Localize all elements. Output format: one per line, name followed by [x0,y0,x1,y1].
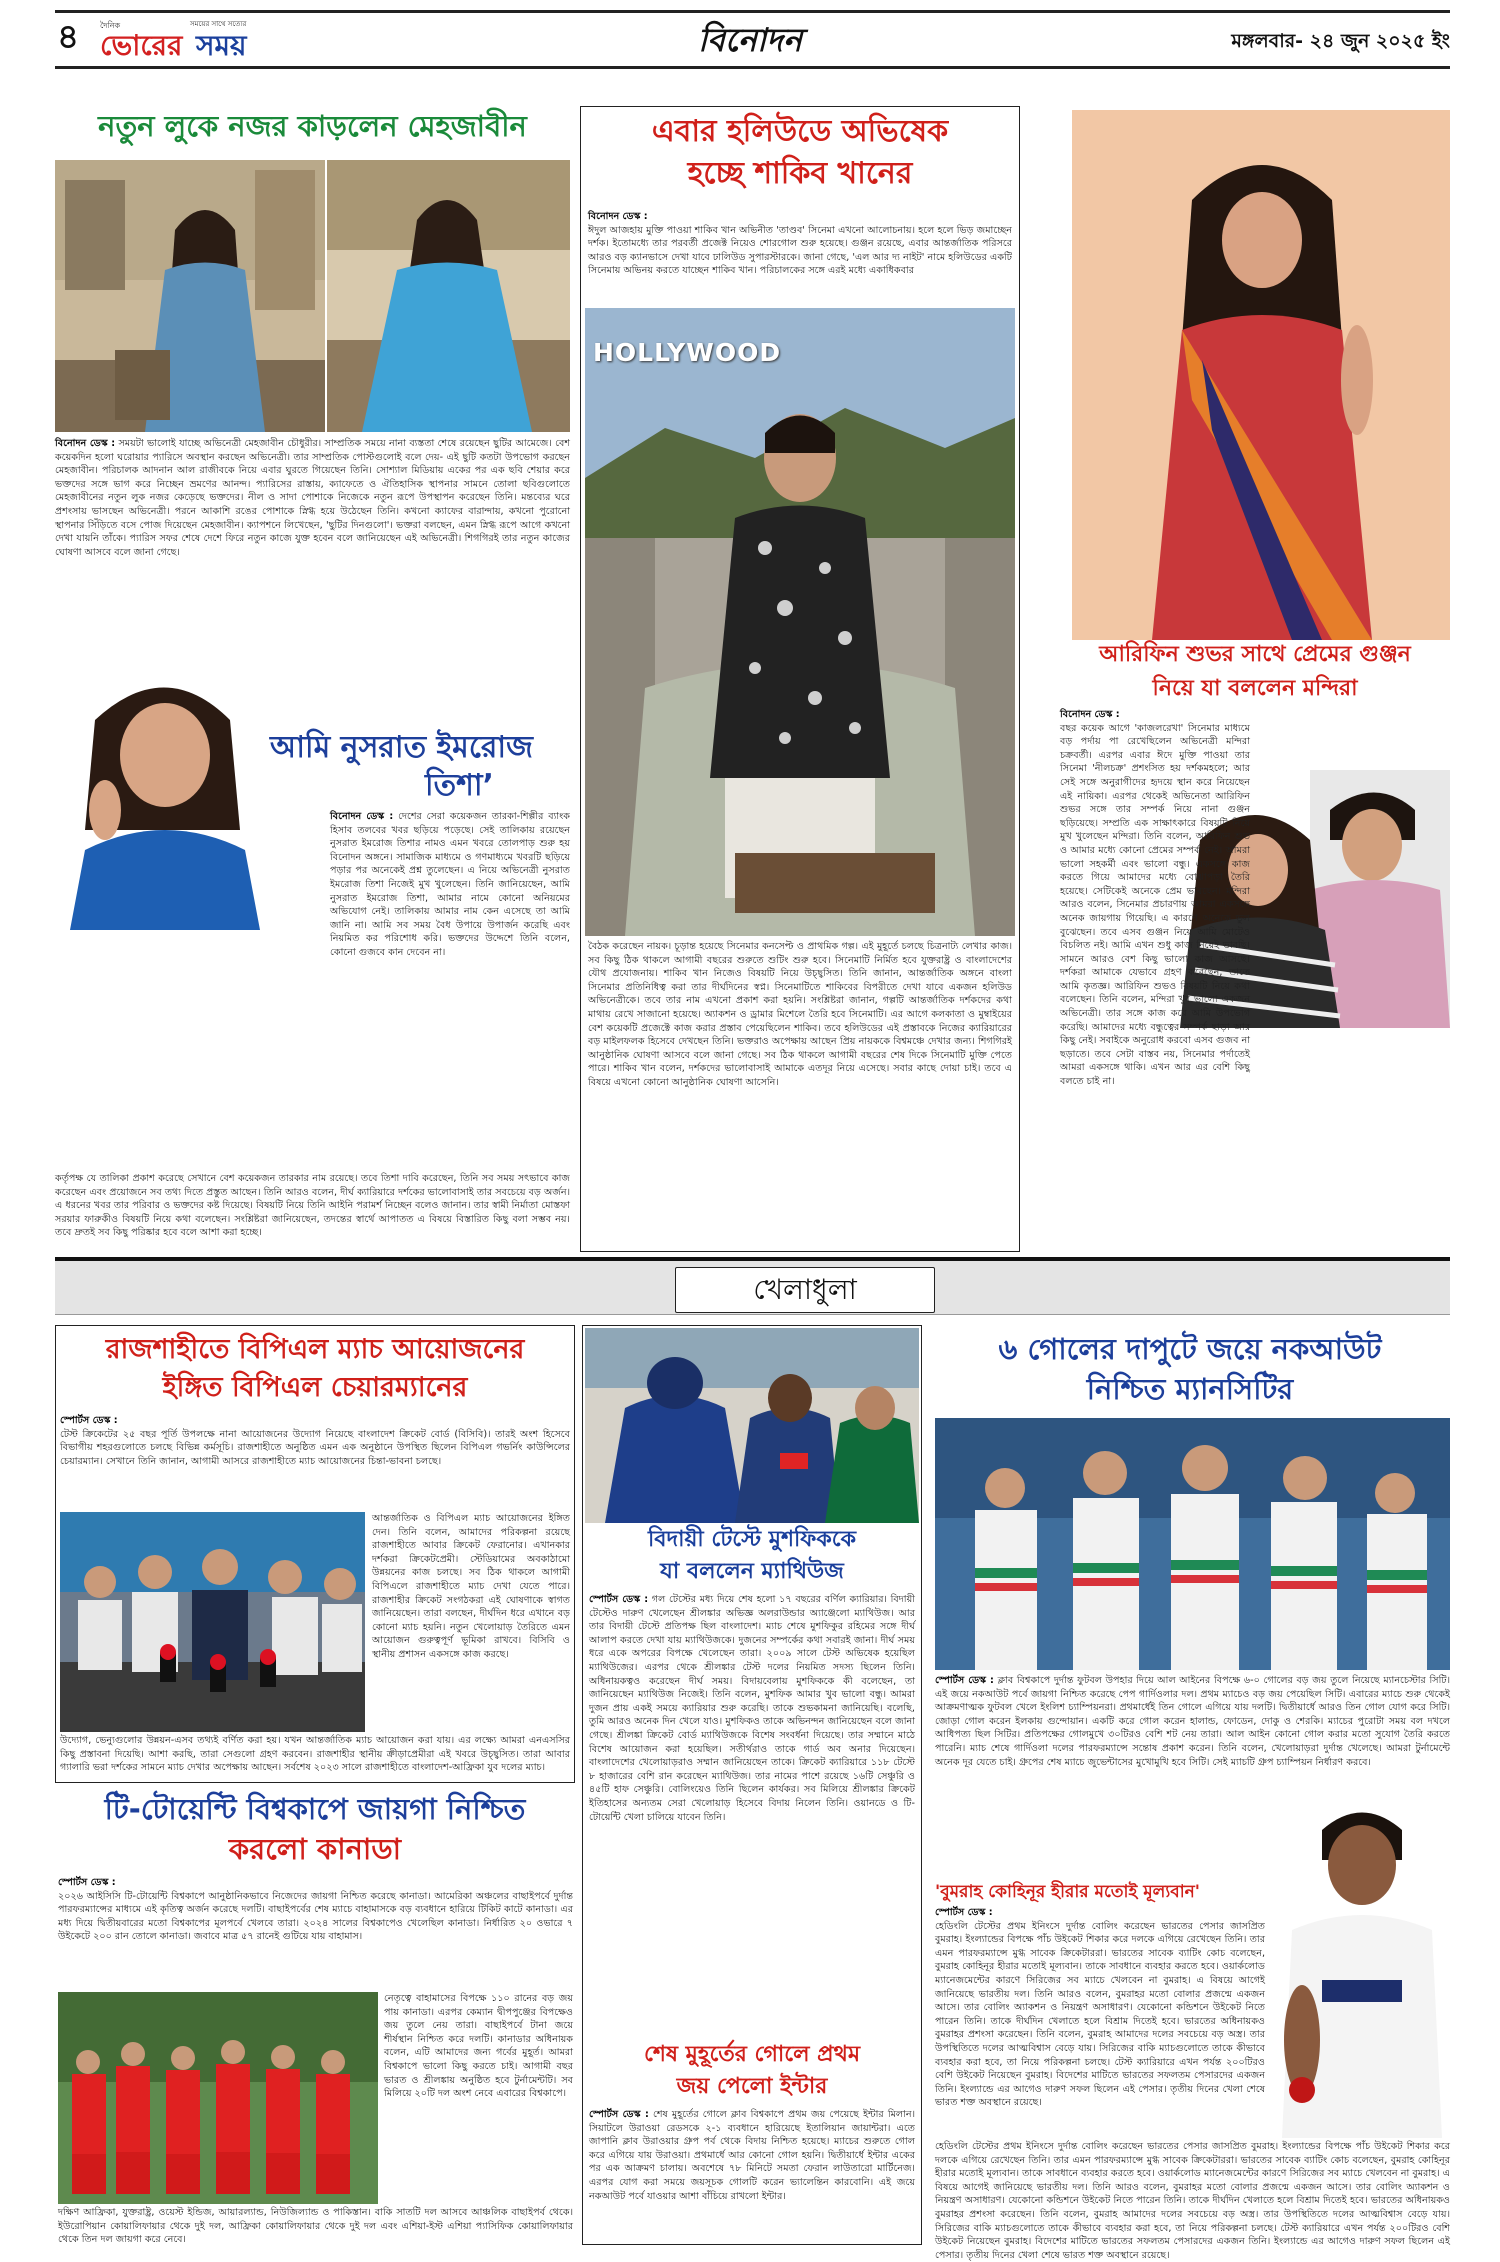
mushfiq-headline-line-1: বিদায়ী টেস্টে মুশফিককে [648,1527,856,1552]
inter-article-body [589,2108,915,2242]
mancity-headline-line-2: নিশ্চিত ম্যানসিটির [1086,1372,1294,1406]
bumrah-article-body-continued: হেডিংলি টেস্টের প্রথম ইনিংসে দুর্দান্ত বোলিং করেছেন ভারতের পেসার জাসপ্রিত বুমরাহ। ইংল্যান্ডের বিপক্ষে পাঁচ উইকেট শিকার করে দলকে এগিয়ে রেখেছেন তিনি। তার এমন পারফরম্যান্সে মুগ্ধ সাবেক ক্রিকেটাররা। ভারতের সাবেক ব্যাটিং কোচ বলেছেন, বুমরাহ কোহিনূর হীরার মতোই মূল্যবান। তাকে সাবধানে ব্যবহার করতে হবে। ওয়ার্কলোড ম্যানেজমেন্টের কারণে সিরিজের সব ম্যাচে খেলবেন না বুমরাহ। এ বিষয়ে আগেই জানিয়েছে ভারতীয় দল। তিনি আরও বলেন, বুমরাহর মতো বোলার প্রজন্মে একজন আসে। তার বোলিং অ্যাকশন ও নিয়ন্ত্রণ অসাধারণ। যেকোনো কন্ডিশনে উইকেট নিতে পারেন তিনি। তাকে দীর্ঘদিন খেলাতে হলে বিশ্রাম দিতেই হবে। ভারতের অধিনায়কও বুমরাহর প্রশংসা করেছেন। তিনি বলেন, বুমরাহ আমাদের দলের সবচেয়ে বড় অস্ত্র। তার উপস্থিতিতে দলের আত্মবিশ্বাস বেড়ে যায়। সিরিজের বাকি ম্যাচগুলোতে তাকে কীভাবে ব্যবহার করা হবে, তা নিয়ে পরিকল্পনা চলছে। টেস্ট ক্যারিয়ারে এখন পর্যন্ত ২০০টিরও বেশি উইকেট নিয়েছেন বুমরাহ। বিদেশের মাটিতে ভারতের সফলতম পেসারদের একজন তিনি। ইংল্যান্ডে এর আগেও দারুণ সফল ছিলেন এই পেসার। তৃতীয় দিনের খেলা শেষে ভারত শক্ত অবস্থানে রয়েছে। [935,2141,1450,2261]
logo-tagline: সময়ের সাথে সত্যের [190,20,247,28]
mandira-photo [1072,110,1450,640]
bpl-article-body-top [60,1414,570,1512]
page-number: ৪ [57,17,80,57]
section-title: বিনোদন [697,21,803,59]
shakib-body-top-text: ঈদুল আজহায় মুক্তি পাওয়া শাকিব খান অভিনীত 'তাণ্ডব' সিনেমা এখনো আলোচনায়। হলে হলে ভিড় জমাচ্ছেন দর্শক। ইতোমধ্যে তার পরবর্তী প্রজেক্ট নিয়েও শোরগোল শুরু হয়েছে। গুঞ্জন রয়েছে, এবার আন্তর্জাতিক পরিসরে আরও বড় ক্যানভাসে দেখা যাবে ঢালিউড সুপারস্টারকে। জানা গেছে, 'এল আর দ্য নাইট' নামে হলিউডের একটি সিনেমায় অভিনয় করতে যাচ্ছেন শাকিব খান। পরিচালকের সঙ্গে এরই মধ্যে একাধিকবার [588,224,1012,277]
bpl-article-body-side: আন্তর্জাতিক ও বিপিএল ম্যাচ আয়োজনের ইঙ্গিত দেন। তিনি বলেন, আমাদের পরিকল্পনা রয়েছে রাজশাহীতে আবার ক্রিকেট ফেরানোর। এখানকার দর্শকরা ক্রিকেটপ্রেমী। স্টেডিয়ামের অবকাঠামো উন্নয়নের কাজ চলছে। সব ঠিক থাকলে আগামী বিপিএলে রাজশাহীতে ম্যাচ দেখা যেতে পারে। রাজশাহীর ক্রিকেট সংগঠকরা এই ঘোষণাকে স্বাগত জানিয়েছেন। তারা বলছেন, দীর্ঘদিন ধরে এখানে বড় কোনো ম্যাচ হয়নি। নতুন খেলোয়াড় তৈরিতে এমন আয়োজন গুরুত্বপূর্ণ ভূমিকা রাখবে। বিসিবি ও স্থানীয় প্রশাসন একসঙ্গে কাজ করছে। [372,1513,570,1660]
mehjabin-headline: নতুন লুকে নজর কাড়লেন মেহজাবীন [98,109,527,143]
canada-team-photo [58,1992,378,2204]
bpl-dateline: স্পোর্টস ডেস্ক : [60,1415,118,1426]
tisha-headline-line-1: আমি নুসরাত ইমরোজ [270,730,533,765]
mehjabin-body-text: সময়টা ভালোই যাচ্ছে অভিনেত্রী মেহজাবীন চৌধুরীর। সাম্প্রতিক সময়ে নানা ব্যস্ততা শেষে রয়েছেন ছুটির আমেজে। বেশ কয়েকদিন হলো ঘরোয়ার প্যারিসে অবস্থান করছেন অভিনেত্রী। তার সাম্প্রতিক পোস্টগুলোই বলে দেয়- এই ছুটি কতটা উপভোগ করছেন মেহজাবীন। পরিচালক আদনান আল রাজীবকে নিয়ে এবার ঘুরতে গিয়েছেন তিনি। সোশ্যাল মিডিয়ায় একের পর এক ছবি শেয়ার করে ভক্তদের সঙ্গে ভাগ করে নিচ্ছেন ভ্রমণের আনন্দ। প্যারিসের রাস্তায়, ক্যাফেতে ও ঐতিহাসিক স্থাপনার সামনে তোলা ছবিগুলোতে মেহজাবীনের নতুন লুক নজর কেড়েছে ভক্তদের। নীল ও সাদা পোশাকে নিজেকে নতুন রূপে উপস্থাপন করেছেন তিনি। মন্তব্যের ঘরে প্রশংসায় ভাসছেন অভিনেত্রী। পরনে আকাশি রঙের পোশাকে স্নিগ্ধ হয়ে উঠেছেন তিনি। কখনো ক্যাফের বারান্দায়, কখনো পুরোনো স্থাপনার সিঁড়িতে বসে পোজ দিয়েছেন মেহজাবীন। ক্যাপশনে লিখেছেন, 'ছুটির দিনগুলো'। ভক্তরা বলছেন, এমন স্নিগ্ধ রূপে আগে কখনো দেখা যায়নি তাঁকে। প্যারিস সফর শেষে দেশে ফিরে নতুন কাজে যুক্ত হবেন বলে জানিয়েছেন এই অভিনেত্রী। শিগগিরই তার নতুন কাজের ঘোষণা আসবে বলে জানা গেছে। [55,438,570,558]
top-rule [55,10,1450,13]
logo-word-1: ভোরের [100,29,183,62]
shakib-dateline: বিনোদন ডেস্ক : [588,211,648,222]
bpl-body-top-text: টেস্ট ক্রিকেটের ২৫ বছর পূর্তি উপলক্ষে নানা আয়োজনের উদ্যোগ নিয়েছে বাংলাদেশ ক্রিকেট বোর্ড (বিসিবি)। তারই অংশ হিসেবে বিভাগীয় শহরগুলোতে চলছে বিভিন্ন কর্মসূচি। রাজশাহীতে অনুষ্ঠিত এমন এক অনুষ্ঠানে উপস্থিত ছিলেন বিপিএল গভর্নিং কাউন্সিলের চেয়ারম্যান। সেখানে তিনি জানান, আগামী আসরে রাজশাহীতে ম্যাচ আয়োজনের চিন্তা-ভাবনা চলছে। [60,1428,570,1467]
masthead-rule [55,66,1450,69]
canada-dateline: স্পোর্টস ডেস্ক : [58,1877,116,1888]
sports-section-title: খেলাধুলা [675,1267,935,1313]
canada-headline-line-1: টি-টোয়েন্টি বিশ্বকাপে জায়গা নিশ্চিত [104,1792,526,1826]
bpl-headline-line-1: রাজশাহীতে বিপিএল ম্যাচ আয়োজনের [105,1334,525,1365]
mushfiq-photo [585,1328,919,1523]
mancity-dateline: স্পোর্টস ডেস্ক : [935,1675,994,1686]
mandira-article-body [1060,708,1450,1246]
bpl-press-photo [60,1512,365,1732]
tisha-article-body [330,810,570,1170]
canada-article-body-top [58,1876,573,1990]
bumrah-article-body [935,1906,1265,2138]
canada-body-top-text: ২০২৬ আইসিসি টি-টোয়েন্টি বিশ্বকাপে আনুষ্ঠানিকভাবে নিজেদের জায়গা নিশ্চিত করেছে কানাডা। আমেরিকা অঞ্চলের বাছাইপর্বে দুর্দান্ত পারফরম্যান্সের মাধ্যমে এই কৃতিত্ব অর্জন করেছে দলটি। বাছাইপর্বের শেষ ম্যাচে বাহামাসকে বড় ব্যবধানে হারিয়ে টিকিট কাটে কানাডা। এর মধ্য দিয়ে দ্বিতীয়বারের মতো বিশ্বকাপের মূলপর্বে খেলবে তারা। ২০২৪ সালের বিশ্বকাপেও খেলেছিল কানাডা। নির্ধারিত ২০ ওভারে ৭ উইকেটে ২০০ রান তোলে কানাডা। জবাবে মাত্র ৫৭ রানেই গুটিয়ে যায় বাহামাস। [58,1890,573,1943]
tisha-headline-line-2: তিশা’ [425,768,494,803]
mehjabin-photo-right [327,160,570,432]
inter-headline-line-2: জয় পেলো ইন্টার [676,2074,828,2099]
logo-small-text: দৈনিক [100,21,121,30]
mehjabin-dateline: বিনোদন ডেস্ক : [55,438,116,449]
logo-word-2: সময় [196,29,247,62]
shakib-article-body-bottom: বৈঠক করেছেন নায়ক। চূড়ান্ত হয়েছে সিনেমার কনসেপ্ট ও প্রাথমিক গল্প। এই মুহূর্তে চলছে চিত্রনাট্য লেখার কাজ। সব কিছু ঠিক থাকলে আগামী বছরের শুরুতে শুটিং শুরু হবে। সিনেমাটি নির্মিত হবে যুক্তরাষ্ট্র ও বাংলাদেশের যৌথ প্রযোজনায়। শাকিব খান নিজেও বিষয়টি নিয়ে উচ্ছ্বসিত। তিনি জানান, আন্তর্জাতিক অঙ্গনে বাংলা সিনেমার প্রতিনিধিত্ব করা তার দীর্ঘদিনের স্বপ্ন। সিনেমাটিতে শাকিবের বিপরীতে দেখা যাবে একজন হলিউড অভিনেত্রীকে। তবে তার নাম এখনো প্রকাশ করা হয়নি। সংশ্লিষ্টরা জানান, গল্পটি আন্তর্জাতিক দর্শকদের কথা মাথায় রেখে সাজানো হয়েছে। অ্যাকশন ও ড্রামার মিশেলে তৈরি হবে সিনেমাটি। এর আগে কলকাতা ও মুম্বাইয়ের বেশ কয়েকটি প্রজেক্টে কাজ করার প্রস্তাব পেয়েছিলেন শাকিব। তবে হলিউডের এই প্রস্তাবকে নিজের ক্যারিয়ারের বড় মাইলফলক হিসেবে দেখছেন তিনি। ভক্তরাও অপেক্ষায় আছেন প্রিয় নায়ককে বিশ্বমঞ্চে দেখার জন্য। শিগগিরই আনুষ্ঠানিক ঘোষণা আসবে বলে জানা গেছে। সব ঠিক থাকলে আগামী বছরের শেষ দিকে সিনেমাটি মুক্তি পেতে পারে। শাকিব খান বলেন, দর্শকদের ভালোবাসাই আমাকে এতদূর নিয়ে এসেছে। সবার কাছে দোয়া চাই। তবে এ বিষয়ে এখনো কোনো আনুষ্ঠানিক ঘোষণা আসেনি। [588,941,1012,1088]
inter-dateline: স্পোর্টস ডেস্ক : [589,2109,649,2120]
mancity-body-text: ক্লাব বিশ্বকাপে দুর্দান্ত ফুটবল উপহার দিয়ে আল আইনের বিপক্ষে ৬-০ গোলের বড় জয় তুলে নিয়েছে ম্যানচেস্টার সিটি। এই জয়ে নকআউট পর্বে জায়গা নিশ্চিত করেছে পেপ গার্দিওলার দল। প্রথম ম্যাচেও বড় জয় পেয়েছিল সিটি। এবারের ম্যাচে শুরু থেকেই আক্রমণাত্মক ফুটবল খেলে ইংলিশ চ্যাম্পিয়নরা। প্রথমার্ধেই তিন গোলে এগিয়ে যায় দলটি। দ্বিতীয়ার্ধে আরও তিন গোল যোগ করে সিটি। জোড়া গোল করেন ইলকায় গুন্দোয়ান। একটি করে গোল করেন হালান্ড, ফোডেন, দোকু ও শেরকি। ম্যাচের পুরোটা সময় বল দখলে আধিপত্য ছিল সিটির। প্রতিপক্ষের গোলমুখে ৩০টিরও বেশি শট নেয় তারা। আল আইন কোনো গোল করার মতো সুযোগ তৈরি করতে পারেনি। ম্যাচ শেষে গার্দিওলা দলের পারফরম্যান্সে সন্তোষ প্রকাশ করেন। তিনি বলেন, খেলোয়াড়রা দুর্দান্ত খেলেছে। আমরা টুর্নামেন্টে অনেক দূর যেতে চাই। গ্রুপের শেষ ম্যাচে জুভেন্টাসের মুখোমুখি হবে সিটি। সেই ম্যাচটি গ্রুপ চ্যাম্পিয়ন নির্ধারণ করবে। [935,1675,1451,1768]
canada-headline-line-2: করলো কানাডা [228,1832,402,1866]
tisha-article-continued: কর্তৃপক্ষ যে তালিকা প্রকাশ করেছে সেখানে বেশ কয়েকজন তারকার নাম রয়েছে। তবে তিশা দাবি করেছেন, তিনি সব সময় সৎভাবে কাজ করেছেন এবং প্রয়োজনে সব তথ্য দিতে প্রস্তুত আছেন। তিনি আরও বলেন, দীর্ঘ ক্যারিয়ারে দর্শকের ভালোবাসাই তার সবচেয়ে বড় অর্জন। এ ধরনের খবর তার পরিবার ও ভক্তদের কষ্ট দিয়েছে। বিষয়টি নিয়ে তিনি আইনি পরামর্শ নিচ্ছেন বলেও জানান। তার স্বামী নির্মাতা মোস্তফা সরয়ার ফারুকীও বিষয়টি নিয়ে কথা বলেছেন। সংশ্লিষ্টরা জানিয়েছেন, তদন্তের স্বার্থে আপাতত এ বিষয়ে বিস্তারিত কিছু বলা সম্ভব নয়। তবে দ্রুতই সব কিছু পরিষ্কার হবে বলে আশা করা হচ্ছে। [55,1173,570,1239]
mandira-headline-line-2: নিয়ে যা বললেন মন্দিরা [1152,676,1358,701]
mushfiq-dateline: স্পোর্টস ডেস্ক : [589,1594,649,1605]
inter-headline-line-1: শেষ মুহূর্তের গোলে প্রথম [643,2042,861,2067]
issue-date: মঙ্গলবার- ২৪ জুন ২০২৫ ইং [1231,30,1450,52]
shakib-photo [585,308,1015,936]
shakib-article-body-top [588,210,1012,306]
mancity-celebration-photo [935,1418,1450,1670]
mushfiq-article-body [589,1593,915,2029]
bumrah-dateline: স্পোর্টস ডেস্ক : [935,1907,993,1918]
bpl-headline-line-2: ইঙ্গিত বিপিএল চেয়ারম্যানের [162,1372,468,1403]
mushfiq-body-text: গল টেস্টের মধ্য দিয়ে শেষ হলো ১৭ বছরের বর্ণিল ক্যারিয়ার। বিদায়ী টেস্টেও দারুণ খেলেছেন শ্রীলঙ্কার অভিজ্ঞ অলরাউন্ডার অ্যাঞ্জেলো ম্যাথিউজ। আর তার বিদায়ী টেস্টে প্রতিপক্ষ ছিল বাংলাদেশ। ম্যাচ শেষে মুশফিকুর রহিমের সঙ্গে দীর্ঘ আলাপ করতে দেখা যায় ম্যাথিউজকে। দুজনের সম্পর্কের কথা সবারই জানা। দীর্ঘ সময় ধরে একে অপরের বিপক্ষে খেলেছেন তারা। ২০০৯ সালে টেস্ট অভিষেক হয়েছিল ম্যাথিউজের। এরপর থেকে শ্রীলঙ্কার টেস্ট দলের নিয়মিত সদস্য ছিলেন তিনি। অধিনায়কত্বও করেছেন দীর্ঘ সময়। বিদায়বেলায় মুশফিককে কী বলেছেন, তা জানিয়েছেন ম্যাথিউজ নিজেই। তিনি বলেন, মুশফিক আমার খুব ভালো বন্ধু। আমরা দুজন প্রায় একই সময়ে ক্যারিয়ার শুরু করেছি। তাকে শুভকামনা জানিয়েছি। বলেছি, তুমি আরও অনেক দিন খেলে যাও। মুশফিকও তাকে অভিনন্দন জানিয়েছেন বলে জানা গেছে। শ্রীলঙ্কা ক্রিকেট বোর্ড ম্যাথিউজকে বিশেষ সংবর্ধনা দিয়েছে। তার সম্মানে মাঠে বিশেষ আয়োজন করা হয়েছিল। সতীর্থরাও তাকে গার্ড অব অনার দিয়েছেন। বাংলাদেশের খেলোয়াড়রাও সম্মান জানিয়েছেন তাকে। ক্রিকেট ক্যারিয়ারে ১১৮ টেস্টে ৮ হাজারের বেশি রান করেছেন ম্যাথিউজ। তার নামের পাশে রয়েছে ১৬টি সেঞ্চুরি ও ৪৫টি হাফ সেঞ্চুরি। বোলিংয়েও তিনি ছিলেন কার্যকর। সব মিলিয়ে শ্রীলঙ্কার ক্রিকেট ইতিহাসের অন্যতম সেরা খেলোয়াড় হিসেবে বিদায় নিলেন তিনি। ওয়ানডে ও টি-টোয়েন্টি খেলা চালিয়ে যাবেন তিনি। [589,1594,915,1823]
mandira-dateline: বিনোদন ডেস্ক : [1060,709,1120,720]
tisha-body-text: দেশের সেরা কয়েকজন তারকা-শিল্পীর ব্যাংক হিসাব তলবের খবর ছড়িয়ে পড়েছে। সেই তালিকায় রয়েছেন নুসরাত ইমরোজ তিশার নামও এমন খবরে তোলপাড় শুরু হয় বিনোদন অঙ্গনে। সামাজিক মাধ্যমে ও গণমাধ্যমে খবরটি ছড়িয়ে পড়ার পর অনেকেই প্রশ্ন তুলেছেন। এ নিয়ে অভিনেত্রী নুসরাত ইমরোজ তিশা নিজেই মুখ খুলেছেন। তিনি জানিয়েছেন, আমি নুসরাত ইমরোজ তিশা, আমার নামে কোনো অনিয়মের অভিযোগ নেই। তালিকায় আমার নাম কেন এসেছে তা আমি জানি না। আমি সব সময় বৈধ উপায়ে উপার্জন করেছি এবং নিয়মিত কর পরিশোধ করি। ভক্তদের উদ্দেশে তিনি বলেন, কোনো গুজবে কান দেবেন না। [330,811,570,958]
tisha-photo [55,660,270,930]
mancity-headline-line-1: ৬ গোলের দাপুটে জয়ে নকআউট [998,1332,1382,1366]
shakib-headline-line-2: হচ্ছে শাকিব খানের [687,156,913,191]
bpl-article-body-bottom: উদ্যোগ, ভেন্যুগুলোর উন্নয়ন-এসব তথ্যই বর্ণিত করা হয়। যখন আন্তর্জাতিক ম্যাচ আয়োজন করা যায়। এর লক্ষ্যে আমরা এনএসসির কিছু প্রস্তাবনা দিয়েছি। আশা করছি, তারা সেগুলো গ্রহণ করবেন। রাজশাহীর স্থানীয় ক্রীড়াপ্রেমীরা এই খবরে উচ্ছ্বসিত। তারা আবার গ্যালারি ভরা দর্শকের সামনে ম্যাচ দেখার অপেক্ষায় আছেন। সর্বশেষ ২০২৩ সালে রাজশাহীতে বাংলাদেশ-আফ্রিকা যুব দলের ম্যাচ। [60,1735,570,1774]
bumrah-photo [1262,1790,1450,2138]
canada-article-body-side: নেতৃত্বে বাহামাসের বিপক্ষে ১১০ রানের বড় জয় পায় কানাডা। এরপর কেম্যান দ্বীপপুঞ্জের বিপক্ষেও জয় তুলে নেয় তারা। বাছাইপর্বে টানা জয়ে শীর্ষস্থান নিশ্চিত করে দলটি। কানাডার অধিনায়ক বলেন, এটি আমাদের জন্য গর্বের মুহূর্ত। আমরা বিশ্বকাপে ভালো কিছু করতে চাই। আগামী বছর ভারত ও শ্রীলঙ্কায় অনুষ্ঠিত হবে টুর্নামেন্টটি। সব মিলিয়ে ২০টি দল অংশ নেবে এবারের বিশ্বকাপে। [384,1993,573,2100]
sports-section-band [55,1257,1450,1315]
mandira-text-wrap-spacer [1250,770,1450,1090]
mehjabin-photo-left [55,160,325,432]
tisha-dateline: বিনোদন ডেস্ক : [330,811,394,822]
mandira-headline-line-1: আরিফিন শুভর সাথে প্রেমের গুঞ্জন [1099,642,1411,667]
canada-article-body-bottom: দক্ষিণ আফ্রিকা, যুক্তরাষ্ট্র, ওয়েস্ট ইন্ডিজ, আয়ারল্যান্ড, নিউজিল্যান্ড ও পাকিস্তান। বাকি সাতটি দল আসবে আঞ্চলিক বাছাইপর্ব থেকে। ইউরোপিয়ান কোয়ালিফায়ার থেকে দুই দল, আফ্রিকা কোয়ালিফায়ার থেকে দুই দল এবং এশিয়া-ইস্ট এশিয়া প্যাসিফিক কোয়ালিফায়ার থেকে তিন দল জায়গা করে নেবে। [58,2207,573,2246]
inter-body-text: শেষ মুহূর্তের গোলে ক্লাব বিশ্বকাপে প্রথম জয় পেয়েছে ইন্টার মিলান। সিয়াটলে উরাওয়া রেডসকে ২-১ ব্যবধানে হারিয়েছে ইতালিয়ান জায়ান্টরা। এতে জাপানি ক্লাব উরাওয়ার গ্রুপ পর্ব থেকে বিদায় নিশ্চিত হয়েছে। ম্যাচের শুরুতে গোল করে এগিয়ে যায় উরাওয়া। প্রথমার্ধে আর কোনো গোল হয়নি। দ্বিতীয়ার্ধে ইন্টার একের পর এক আক্রমণ চালায়। অবশেষে ৭৮ মিনিটে সমতা ফেরান লাউতারো মার্টিনেজ। এরপর যোগ করা সময়ে জয়সূচক গোলটি করেন ভ্যালেন্তিন কারবোনি। এই জয়ে নকআউট পর্বে যাওয়ার আশা বাঁচিয়ে রাখলো ইন্টার। [589,2109,915,2202]
hollywood-sign: HOLLYWOOD [593,338,782,367]
shakib-headline-line-1: এবার হলিউডে অভিষেক [651,114,949,149]
mushfiq-headline-line-2: যা বললেন ম্যাথিউজ [660,1559,844,1584]
bumrah-body-text: হেডিংলি টেস্টের প্রথম ইনিংসে দুর্দান্ত বোলিং করেছেন ভারতের পেসার জাসপ্রিত বুমরাহ। ইংল্যান্ডের বিপক্ষে পাঁচ উইকেট শিকার করে দলকে এগিয়ে রেখেছেন তিনি। তার এমন পারফরম্যান্সে মুগ্ধ সাবেক ক্রিকেটাররা। ভারতের সাবেক ব্যাটিং কোচ বলেছেন, বুমরাহ কোহিনূর হীরার মতোই মূল্যবান। তাকে সাবধানে ব্যবহার করতে হবে। ওয়ার্কলোড ম্যানেজমেন্টের কারণে সিরিজের সব ম্যাচে খেলবেন না বুমরাহ। এ বিষয়ে আগেই জানিয়েছে ভারতীয় দল। তিনি আরও বলেন, বুমরাহর মতো বোলার প্রজন্মে একজন আসে। তার বোলিং অ্যাকশন ও নিয়ন্ত্রণ অসাধারণ। যেকোনো কন্ডিশনে উইকেট নিতে পারেন তিনি। তাকে দীর্ঘদিন খেলাতে হলে বিশ্রাম দিতেই হবে। ভারতের অধিনায়কও বুমরাহর প্রশংসা করেছেন। তিনি বলেন, বুমরাহ আমাদের দলের সবচেয়ে বড় অস্ত্র। তার উপস্থিতিতে দলের আত্মবিশ্বাস বেড়ে যায়। সিরিজের বাকি ম্যাচগুলোতে তাকে কীভাবে ব্যবহার করা হবে, তা নিয়ে পরিকল্পনা চলছে। টেস্ট ক্যারিয়ারে এখন পর্যন্ত ২০০টিরও বেশি উইকেট নিয়েছেন বুমরাহ। বিদেশের মাটিতে ভারতের সফলতম পেসারদের একজন তিনি। ইংল্যান্ডে এর আগেও দারুণ সফল ছিলেন এই পেসার। তৃতীয় দিনের খেলা শেষে ভারত শক্ত অবস্থানে রয়েছে। [935,1920,1265,2109]
bumrah-headline: 'বুমরাহ কোহিনূর হীরার মতোই মূল্যবান' [935,1882,1201,1902]
mandira-body-text: বছর কয়েক আগে 'কাজলরেখা' সিনেমার মাধ্যমে বড় পর্দায় পা রেখেছিলেন অভিনেত্রী মন্দিরা চক্রবর্তী। এরপর এবার ঈদে মুক্তি পাওয়া তার সিনেমা 'নীলচক্র' প্রশংসিত হয় দর্শকমহলে; আর সেই সঙ্গে অনুরাগীদের হৃদয়ে স্থান করে নিয়েছেন এই নায়িকা। এরপর থেকেই অভিনেতা আরিফিন শুভর সঙ্গে তার সম্পর্ক নিয়ে নানা গুঞ্জন ছড়িয়েছে। সম্প্রতি এক সাক্ষাৎকারে বিষয়টি নিয়ে মুখ খুলেছেন মন্দিরা। তিনি বলেন, আরিফিন শুভ ও আমার মধ্যে কোনো প্রেমের সম্পর্ক নেই। আমরা ভালো সহকর্মী এবং ভালো বন্ধু। একসঙ্গে কাজ করতে গিয়ে আমাদের মধ্যে বোঝাপড়া তৈরি হয়েছে। সেটিকেই অনেকে প্রেম ভাবছেন। মন্দিরা আরও বলেন, সিনেমার প্রচারণায় আমরা একসঙ্গে অনেক জায়গায় গিয়েছি। এ কারণে অনেকে ভুল বুঝেছেন। তবে এসব গুঞ্জন নিয়ে আমি মোটেও বিচলিত নই। আমি এখন শুধু কাজ নিয়েই ভাবছি। সামনে আরও বেশ কিছু ভালো কাজ আসছে। দর্শকরা আমাকে যেভাবে গ্রহণ করেছেন, তাতে আমি কৃতজ্ঞ। আরিফিন শুভও বিষয়টি নিয়ে কথা বলেছেন। তিনি বলেন, মন্দিরা খুব ভালো একজন অভিনেত্রী। তার সঙ্গে কাজ করে আমি উপভোগ করেছি। আমাদের মধ্যে বন্ধুত্বের সম্পর্ক ছাড়া আর কিছু নেই। সবাইকে অনুরোধ করবো এসব গুজব না ছড়াতে। তবে সেটা বাস্তব নয়, সিনেমার পর্দাতেই আমরা একসঙ্গে থাকি। এখন আর এর বেশি কিছু বলতে চাই না। [1060,722,1250,1088]
